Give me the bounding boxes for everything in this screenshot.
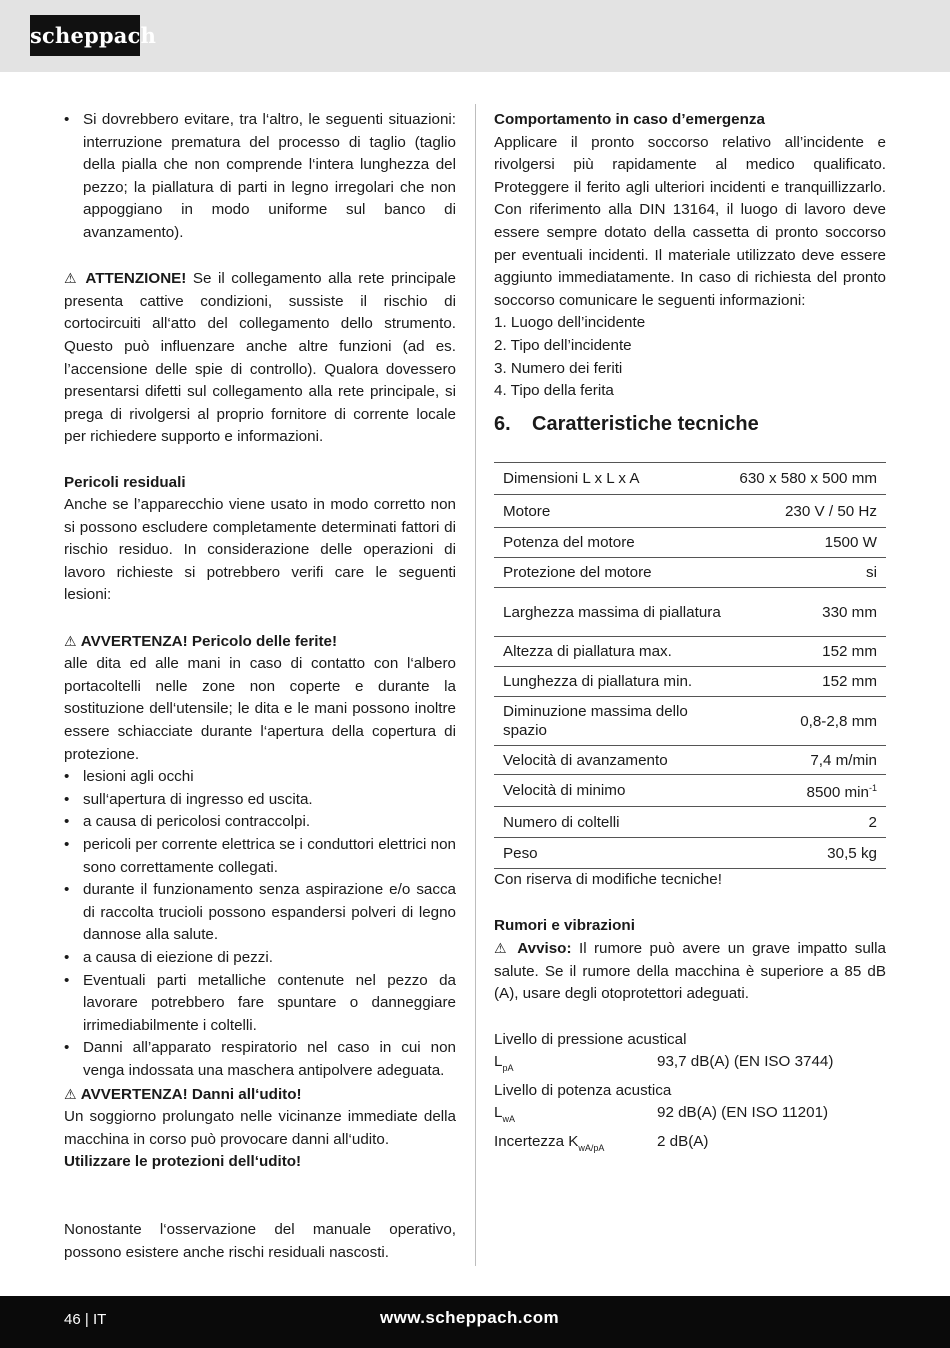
spec-label: Larghezza massima di piallatura — [503, 603, 721, 621]
list-item: • lesioni agli occhi — [64, 766, 456, 789]
spec-value: 152 mm — [822, 673, 877, 691]
power-heading: Livello di potenza acustica — [494, 1081, 672, 1099]
page-footer — [0, 1296, 950, 1348]
attention-paragraph — [64, 267, 456, 449]
spec-value: si — [866, 564, 877, 582]
emergency-heading: Comportamento in caso d’emergenza — [494, 111, 765, 128]
intro-bullet-list — [64, 109, 456, 245]
uncertainty-value: 2 dB(A) — [657, 1132, 709, 1150]
warning-triangle-icon: ⚠ — [64, 1085, 77, 1102]
uncertainty-symbol — [494, 1131, 657, 1160]
section-title-text: Caratteristiche tecniche — [532, 412, 759, 435]
lwa-letter: L — [494, 1104, 503, 1122]
warning-triangle-icon: ⚠ — [64, 632, 77, 649]
list-item: 3. Numero dei feriti — [494, 359, 623, 377]
spec-label: Diminuzione massima dello spazio — [503, 703, 688, 740]
attention-label: ATTENZIONE! — [85, 270, 187, 288]
website-link[interactable]: www.scheppach.com — [380, 1308, 560, 1327]
warning-injury-text: alle dita ed alle mani in caso di contatto con l‘albero portacoltelli nelle zone non coperte e durante la sostituzione dell‘utensile; le dita e le mani possono inoltre essere schiacciate durante l‘apertura della copertura di protezione. — [64, 655, 456, 763]
right-column — [494, 109, 886, 1160]
residual-text: Anche se l’apparecchio viene usato in modo corretto non si possono escludere completamente determinati fattori di rischio residuo. In considerazione delle operazioni di lavoro richieste si potrebbero verifi care le seguenti lesioni: — [64, 496, 456, 604]
spec-value: 330 mm — [822, 603, 877, 621]
list-item: • durante il funzionamento senza aspirazione e/o sacca di raccolta trucioli possono espandersi polveri di legno dannose alla salute. — [64, 879, 456, 947]
spec-label: Velocità di avanzamento — [503, 751, 668, 769]
spec-value: 1500 W — [824, 534, 877, 552]
language-code: IT — [92, 1311, 107, 1328]
list-item: • a causa di pericolosi contraccolpi. — [64, 811, 456, 834]
table-row — [494, 697, 886, 746]
uncertainty-row — [494, 1131, 886, 1160]
warning-triangle-icon: ⚠ — [494, 940, 510, 957]
spec-value: 230 V / 50 Hz — [784, 502, 877, 520]
uncertainty-subscript: wA/pA — [578, 1142, 605, 1153]
list-item: • pericoli per corrente elettrica se i conduttori elettrici non sono correttamente collegati. — [64, 834, 456, 879]
warning-hearing-instruction: Utilizzare le protezioni dell‘udito! — [64, 1153, 302, 1171]
table-row — [494, 463, 886, 495]
footer-separator: | — [84, 1311, 89, 1328]
lpa-letter: L — [494, 1053, 503, 1071]
column-divider — [475, 104, 476, 1266]
scheppach-logo: scheppach — [30, 15, 140, 56]
emergency-text: Applicare il pronto soccorso relativo all’incidente e rivolgersi più rapidamente al medico qualificato. Proteggere il ferito agli ulteriori incidenti e tranquillizzarlo. Con riferimento alla DIN 13164, il luogo di lavoro deve essere sempre dotato della cassetta di pronto soccorso per eventuali incidenti. Il materiale utilizzato deve essere aggiunto immediatamente. In caso di richiesta del pronto soccorso comunicare le seguenti informazioni: — [494, 133, 886, 309]
spec-value: 7,4 m/min — [810, 751, 877, 769]
spec-value: 0,8-2,8 mm — [800, 712, 877, 730]
warning-hearing-heading — [64, 1083, 456, 1107]
warning-injury-label: AVVERTENZA! Pericolo delle ferite! — [80, 632, 338, 650]
section-title — [494, 413, 886, 436]
residual-heading: Pericoli residuali — [64, 473, 186, 491]
warning-hearing-text: Un soggiorno prolungato nelle vicinanze immediate della macchina in corso può provocare danni all‘udito. — [64, 1108, 456, 1148]
spec-label: Protezione del motore — [503, 564, 652, 582]
spec-value: 630 x 580 x 500 mm — [739, 470, 877, 488]
list-item: • Danni all’apparato respiratorio nel caso in cui non venga indossata una maschera antipolvere adeguata. — [64, 1037, 456, 1082]
table-row — [494, 807, 886, 838]
spec-value: 2 — [868, 813, 877, 831]
table-row — [494, 775, 886, 807]
spec-value — [730, 775, 886, 807]
specs-table — [494, 462, 886, 869]
spec-label: Dimensioni L x L x A — [503, 470, 640, 488]
attention-text: Se il collegamento alla rete principale presenta cattive condizioni, sussiste il rischio di cortocircuiti all‘atto del collegamento dello strumento. Questo può influenzare anche altre funzioni (ad es. l’accensione delle spie di controllo). Qualora dovessero presentarsi difetti sul collegamento alla rete principale, si prega di rivolgersi al proprio fornitore di corrente locale per richiedere supporto e informazioni. — [64, 270, 456, 446]
warning-hearing-label: AVVERTENZA! Danni all‘udito! — [80, 1085, 302, 1103]
spec-value-text: 8500 min — [806, 784, 869, 802]
page-header — [0, 0, 950, 72]
section-number: 6. — [494, 412, 511, 435]
left-column — [64, 109, 456, 1264]
list-item: 2. Tipo dell’incidente — [494, 336, 632, 354]
lwa-value: 92 dB(A) (EN ISO 11201) — [657, 1104, 829, 1122]
noise-paragraph — [494, 937, 886, 1006]
closing-text: Nonostante l‘osservazione del manuale operativo, possono esistere anche rischi residuali nascosti. — [64, 1221, 456, 1261]
noise-text: Il rumore può avere un grave impatto sulla salute. Se il rumore della macchina è superiore a 85 dB (A), usare degli otoprotettori adeguati. — [494, 940, 886, 1003]
injury-list — [64, 766, 456, 1082]
table-row — [494, 838, 886, 869]
spec-label: Peso — [503, 844, 538, 862]
spec-label: Motore — [503, 502, 551, 520]
list-item: • sull‘apertura di ingresso ed uscita. — [64, 789, 456, 812]
table-row — [494, 746, 886, 775]
spec-label: Numero di coltelli — [503, 813, 620, 831]
warning-triangle-icon: ⚠ — [64, 270, 79, 287]
spec-label: Lunghezza di piallatura min. — [503, 673, 693, 691]
table-row — [494, 528, 886, 558]
spec-label: Velocità di minimo — [503, 782, 626, 800]
uncertainty-letter: Incertezza K — [494, 1132, 579, 1150]
list-item: • Eventuali parti metalliche contenute nel pezzo da lavorare potrebbero fare spuntare o danneggiare irrimediabilmente i coltelli. — [64, 970, 456, 1038]
spec-value: 30,5 kg — [827, 844, 877, 862]
lpa-symbol — [494, 1051, 657, 1080]
table-row — [494, 588, 886, 637]
list-item: • Si dovrebbero evitare, tra l‘altro, le seguenti situazioni: interruzione prematura del processo di taglio (taglio della pialla che non comprende l‘intera lunghezza del pezzo; la piallatura di parti in legno irregolari che non appoggiano in modo uniforme sul banco di avanzamento). — [64, 109, 456, 245]
table-row — [494, 667, 886, 697]
list-item: 4. Tipo della ferita — [494, 382, 614, 400]
noise-label: Avviso: — [517, 940, 572, 958]
list-item: 1. Luogo dell’incidente — [494, 314, 646, 332]
pressure-heading: Livello di pressione acustical — [494, 1030, 687, 1048]
lwa-subscript: wA — [502, 1114, 515, 1125]
spec-value-exponent: -1 — [868, 783, 877, 794]
lwa-symbol — [494, 1102, 657, 1131]
page-number-value: 46 — [64, 1311, 81, 1328]
table-row — [494, 495, 886, 528]
spec-label: Potenza del motore — [503, 534, 635, 552]
lpa-row — [494, 1051, 886, 1080]
list-item: • a causa di eiezione di pezzi. — [64, 947, 456, 970]
table-row — [494, 637, 886, 667]
spec-label: Altezza di piallatura max. — [503, 643, 672, 661]
page-number — [64, 1311, 106, 1328]
table-row — [494, 558, 886, 588]
lwa-row — [494, 1102, 886, 1131]
spec-value: 152 mm — [822, 643, 877, 661]
lpa-subscript: pA — [502, 1063, 514, 1074]
spec-note: Con riserva di modifiche tecniche! — [494, 871, 722, 889]
lpa-value: 93,7 dB(A) (EN ISO 3744) — [657, 1053, 834, 1071]
noise-heading: Rumori e vibrazioni — [494, 916, 635, 934]
warning-injury-heading — [64, 630, 456, 654]
